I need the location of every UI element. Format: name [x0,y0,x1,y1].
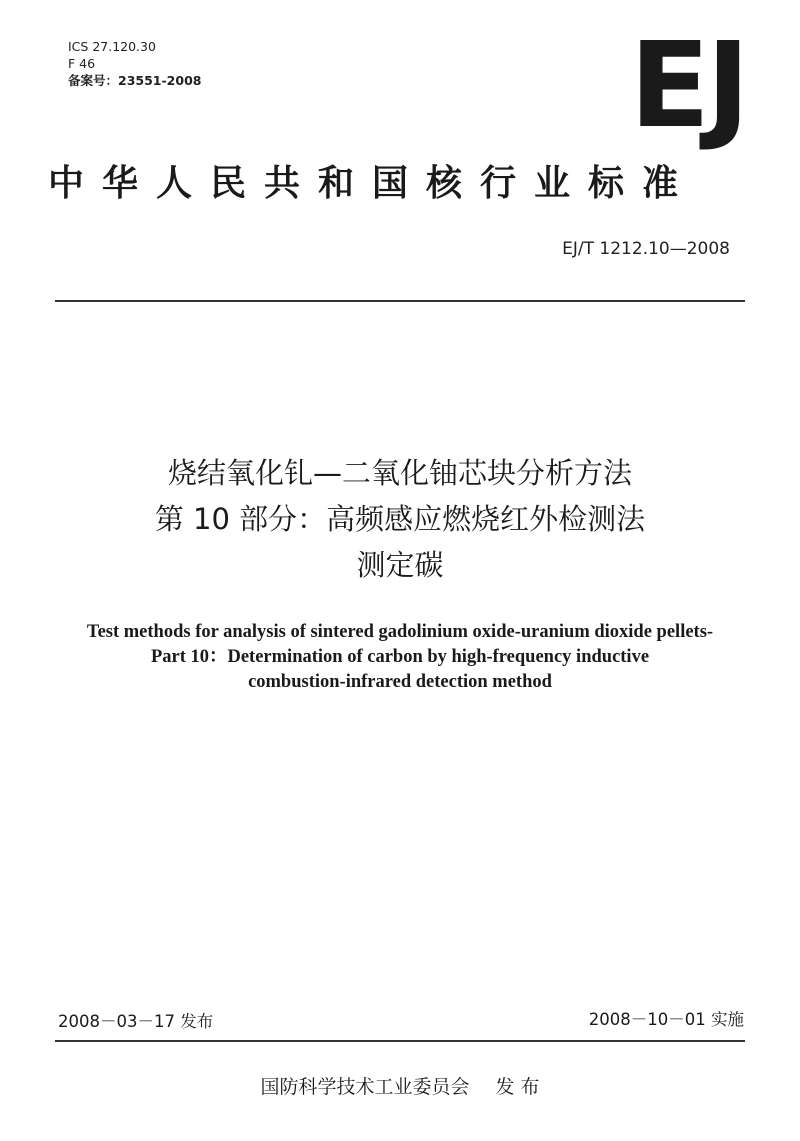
issue-date: 2008－03－17 发布 [58,1012,214,1031]
bottom-divider [55,1040,745,1042]
top-divider [55,300,745,302]
chinese-title-line-2: 第 10 部分：高频感应燃烧红外检测法 [154,502,646,536]
chinese-title-line-3: 测定碳 [356,548,444,582]
record-number: 备案号：23551-2008 [68,73,202,88]
english-title [40,620,760,695]
english-title-line-2: Part 10：Determination of carbon by high-frequency inductive [150,647,650,667]
standard-code: EJ/T 1212.10—2008 [562,239,730,259]
document-metadata [68,38,201,89]
implementation-date: 2008－10－01 实施 [588,1010,744,1029]
issuing-authority [0,1074,800,1100]
standard-category-title: 中华人民共和国核行业标准 [48,163,697,204]
english-title-line-3: combustion-infrared detection method [248,672,552,692]
standard-logo: EJ [629,16,746,154]
english-title-line-1: Test methods for analysis of sintered gadolinium oxide-uranium dioxide pellets- [86,622,714,642]
issuer-action: 发 布 [495,1076,540,1098]
ics-code: ICS 27.120.30 [68,39,156,54]
issuer-name: 国防科学技术工业委员会 [260,1076,470,1098]
ccs-code: F 46 [68,56,96,71]
chinese-title-line-1: 烧结氧化钆—二氧化铀芯块分析方法 [167,456,632,490]
chinese-title [40,450,760,588]
